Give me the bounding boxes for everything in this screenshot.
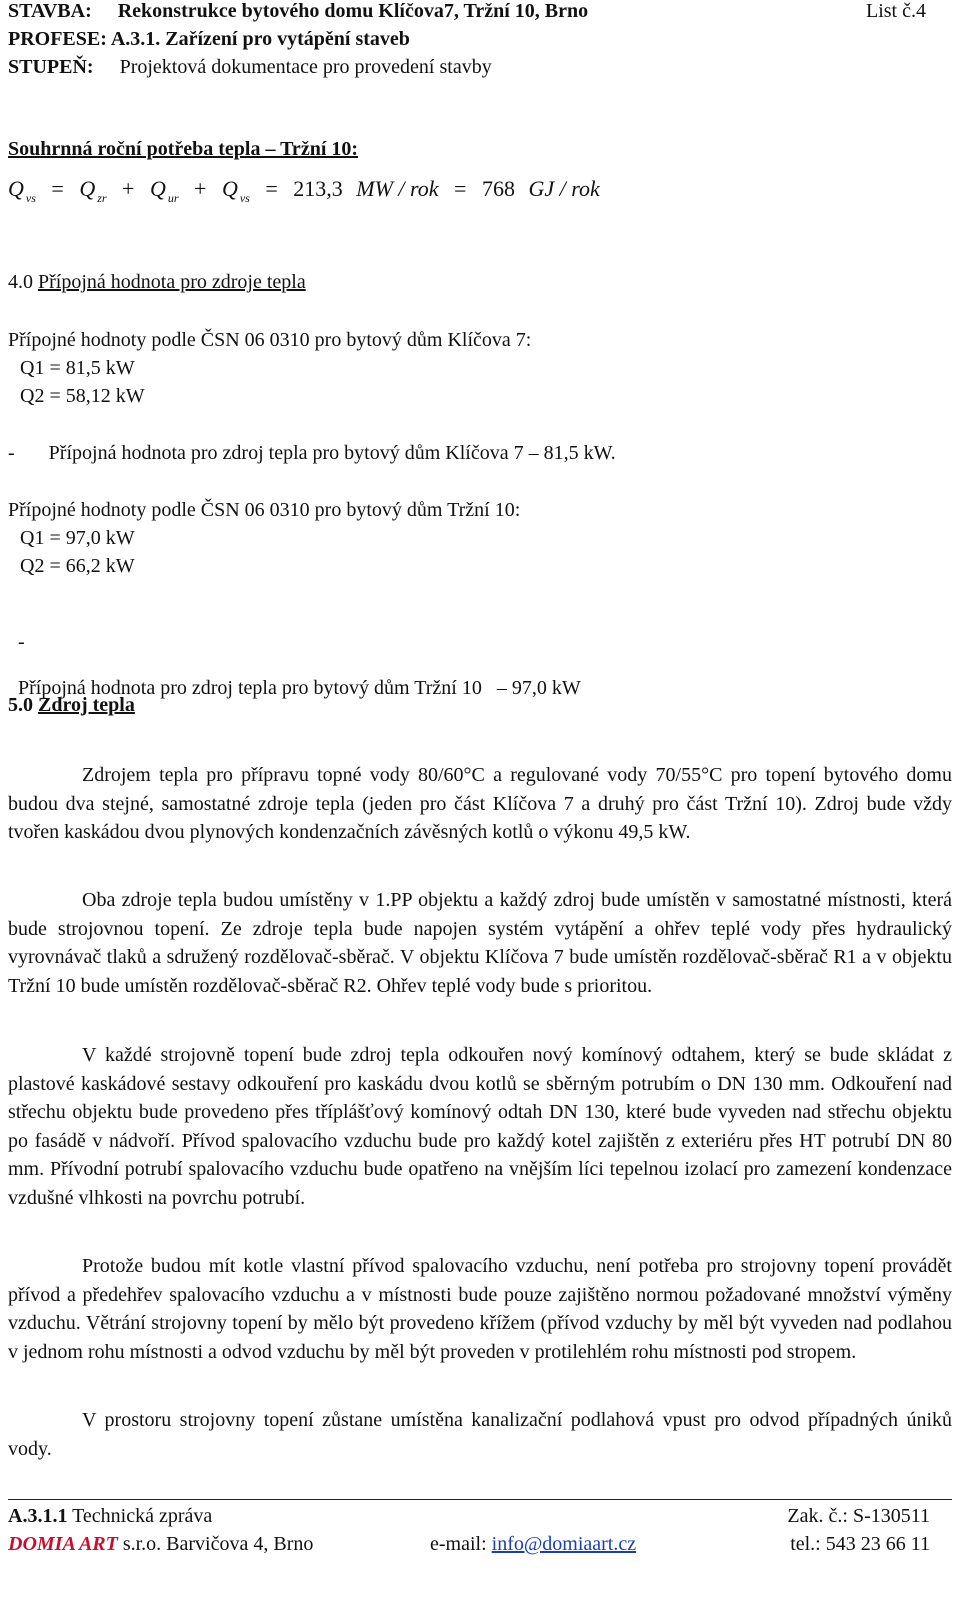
- profese-value: A.3.1. Zařízení pro vytápění staveb: [110, 28, 410, 50]
- paragraph-heat-source: [8, 761, 952, 847]
- section5-number: 5.0: [8, 694, 33, 716]
- section4-title: Přípojná hodnota pro zdroje tepla: [38, 271, 306, 293]
- formula-operator: +: [194, 176, 207, 201]
- formula-sub: zr: [97, 191, 107, 205]
- formula-q: Q: [8, 176, 24, 201]
- heat-formula: [8, 176, 600, 206]
- trzni-q1: Q1 = 97,0 kW: [20, 527, 135, 549]
- formula-operator: =: [265, 176, 278, 201]
- formula-sub: vs: [25, 191, 36, 205]
- sheet-number: List č.4: [866, 0, 926, 22]
- formula-q: Q: [149, 176, 166, 201]
- section4-number: 4.0: [8, 271, 33, 293]
- paragraph-drain: [8, 1406, 952, 1463]
- stavba-value: Rekonstrukce bytového domu Klíčova7, Tržní 10, Brno: [117, 0, 589, 22]
- footer-company: [8, 1533, 313, 1556]
- formula-operator: +: [122, 176, 135, 201]
- header-stavba: [8, 0, 588, 23]
- trzni-q2: Q2 = 66,2 kW: [20, 555, 135, 577]
- doc-title: Technická zpráva: [72, 1505, 213, 1527]
- klicova-q2: Q2 = 58,12 kW: [20, 385, 145, 407]
- formula-unit-gj: GJ / rok: [528, 176, 600, 201]
- stupen-value: Projektová dokumentace pro provedení stavby: [119, 56, 492, 78]
- company-address: s.r.o. Barvičova 4, Brno: [122, 1533, 314, 1555]
- trzni-result: [8, 608, 581, 700]
- klicova-result: [8, 442, 616, 465]
- header-stupen: [8, 56, 492, 79]
- trzni-intro: Přípojné hodnoty podle ČSN 06 0310 pro bytový dům Tržní 10:: [8, 499, 521, 521]
- formula-unit-mw: MW / rok: [356, 176, 439, 201]
- formula-sub: ur: [167, 191, 179, 205]
- formula-operator: =: [51, 176, 64, 201]
- summary-heading: Souhrnná roční potřeba tepla – Tržní 10:: [8, 138, 359, 160]
- section5-heading: [8, 694, 135, 717]
- formula-q: Q: [221, 176, 238, 201]
- paragraph-flue: [8, 1041, 952, 1213]
- section5-title: Zdroj tepla: [38, 694, 135, 716]
- formula-value-gj: 768: [481, 176, 515, 201]
- footer-divider: [8, 1499, 952, 1500]
- trzni-result-text: Přípojná hodnota pro zdroj tepla pro bytový dům Tržní 10 – 97,0 kW: [18, 677, 581, 699]
- paragraph-text: Oba zdroje tepla budou umístěny v 1.PP objektu a každý zdroj bude umístěn v samostatné místnosti, která bude strojovnou topení. Ze zdroje tepla bude napojen systém vytápění a ohřev teplé vody přes hydraulický vyrovnávač tlaků a sdružený rozdělovač-sběrač. V objektu Klíčova 7 bude umístěn rozdělovač-sběrač R1 a v objektu Tržní 10 bude umístěn rozdělovač-sběrač R2. Ohřev teplé vody bude s prioritou.: [8, 889, 952, 997]
- paragraph-text: V prostoru strojovny topení zůstane umístěna kanalizační podlahová vpust pro odvod případných úniků vody.: [8, 1409, 952, 1460]
- email-label: e-mail:: [430, 1533, 487, 1555]
- paragraph-text: Protože budou mít kotle vlastní přívod spalovacího vzduchu, není potřeba pro strojovny topení provádět přívod a předehřev spalovacího vzduchu a v místnosti bude pouze zajištěno normou požadované množství výměny vzduchu. Větrání strojovny topení by mělo být provedeno křížem (přívod vzduchy by měl být vyveden nad podlahou v jednom rohu místnosti a odvod vzduchu by měl být proveden v protilehlém rohu místnosti pod stropem.: [8, 1255, 952, 1363]
- paragraph-text: V každé strojovně topení bude zdroj tepla odkouřen nový komínový odtahem, který se bude skládat z plastové kaskádové sestavy odkouření pro kaskádu dvou kotlů se sběrným potrubím o DN 130 mm. Odkouření nad střechu objektu bude provedeno přes tříplášťový komínový odtah DN 130, které bude vyveden nad střechu objektu po fasádě v nádvoří. Přívod spalovacího vzduchu bude pro každý kotel zajištěn z exteriéru přes HT potrubí DN 80 mm. Přívodní potrubí spalovacího vzduchu bude opatřeno na vnějším líci tepelnou izolací pro zamezení kondenzace vzdušné vlhkosti na povrchu potrubí.: [8, 1044, 952, 1209]
- company-brand: DOMIA ART: [8, 1533, 118, 1555]
- paragraph-location: [8, 886, 952, 1000]
- section4-heading: [8, 271, 306, 294]
- profese-label: PROFESE:: [8, 28, 107, 50]
- stupen-label: STUPEŇ:: [8, 56, 94, 78]
- formula-q: Q: [79, 176, 96, 201]
- stavba-label: STAVBA:: [8, 0, 92, 22]
- doc-code: A.3.1.1: [8, 1505, 68, 1527]
- footer-email: [430, 1533, 636, 1556]
- email-link[interactable]: info@domiaart.cz: [491, 1533, 637, 1555]
- footer-phone: tel.: 543 23 66 11: [790, 1533, 930, 1555]
- list-dash: -: [8, 442, 15, 464]
- klicova-intro: Přípojné hodnoty podle ČSN 06 0310 pro bytový dům Klíčova 7:: [8, 329, 532, 351]
- formula-sub: vs: [239, 191, 250, 205]
- footer-zak-number: Zak. č.: S-130511: [787, 1505, 930, 1527]
- klicova-q1: Q1 = 81,5 kW: [20, 357, 135, 379]
- footer-document: [8, 1505, 212, 1528]
- klicova-result-text: Přípojná hodnota pro zdroj tepla pro bytový dům Klíčova 7 – 81,5 kW.: [48, 442, 616, 464]
- header-profese: [8, 28, 410, 51]
- paragraph-ventilation: [8, 1252, 952, 1366]
- formula-value-mw: 213,3: [293, 176, 343, 201]
- formula-operator: =: [454, 176, 467, 201]
- paragraph-text: Zdrojem tepla pro přípravu topné vody 80/60°C a regulované vody 70/55°C pro topení bytového domu budou dva stejné, samostatné zdroje tepla (jeden pro část Klíčova 7 a druhý pro část Tržní 10). Zdroj bude vždy tvořen kaskádou dvou plynových kondenzačních závěsných kotlů o výkonu 49,5 kW.: [8, 764, 952, 844]
- list-dash: -: [18, 631, 25, 653]
